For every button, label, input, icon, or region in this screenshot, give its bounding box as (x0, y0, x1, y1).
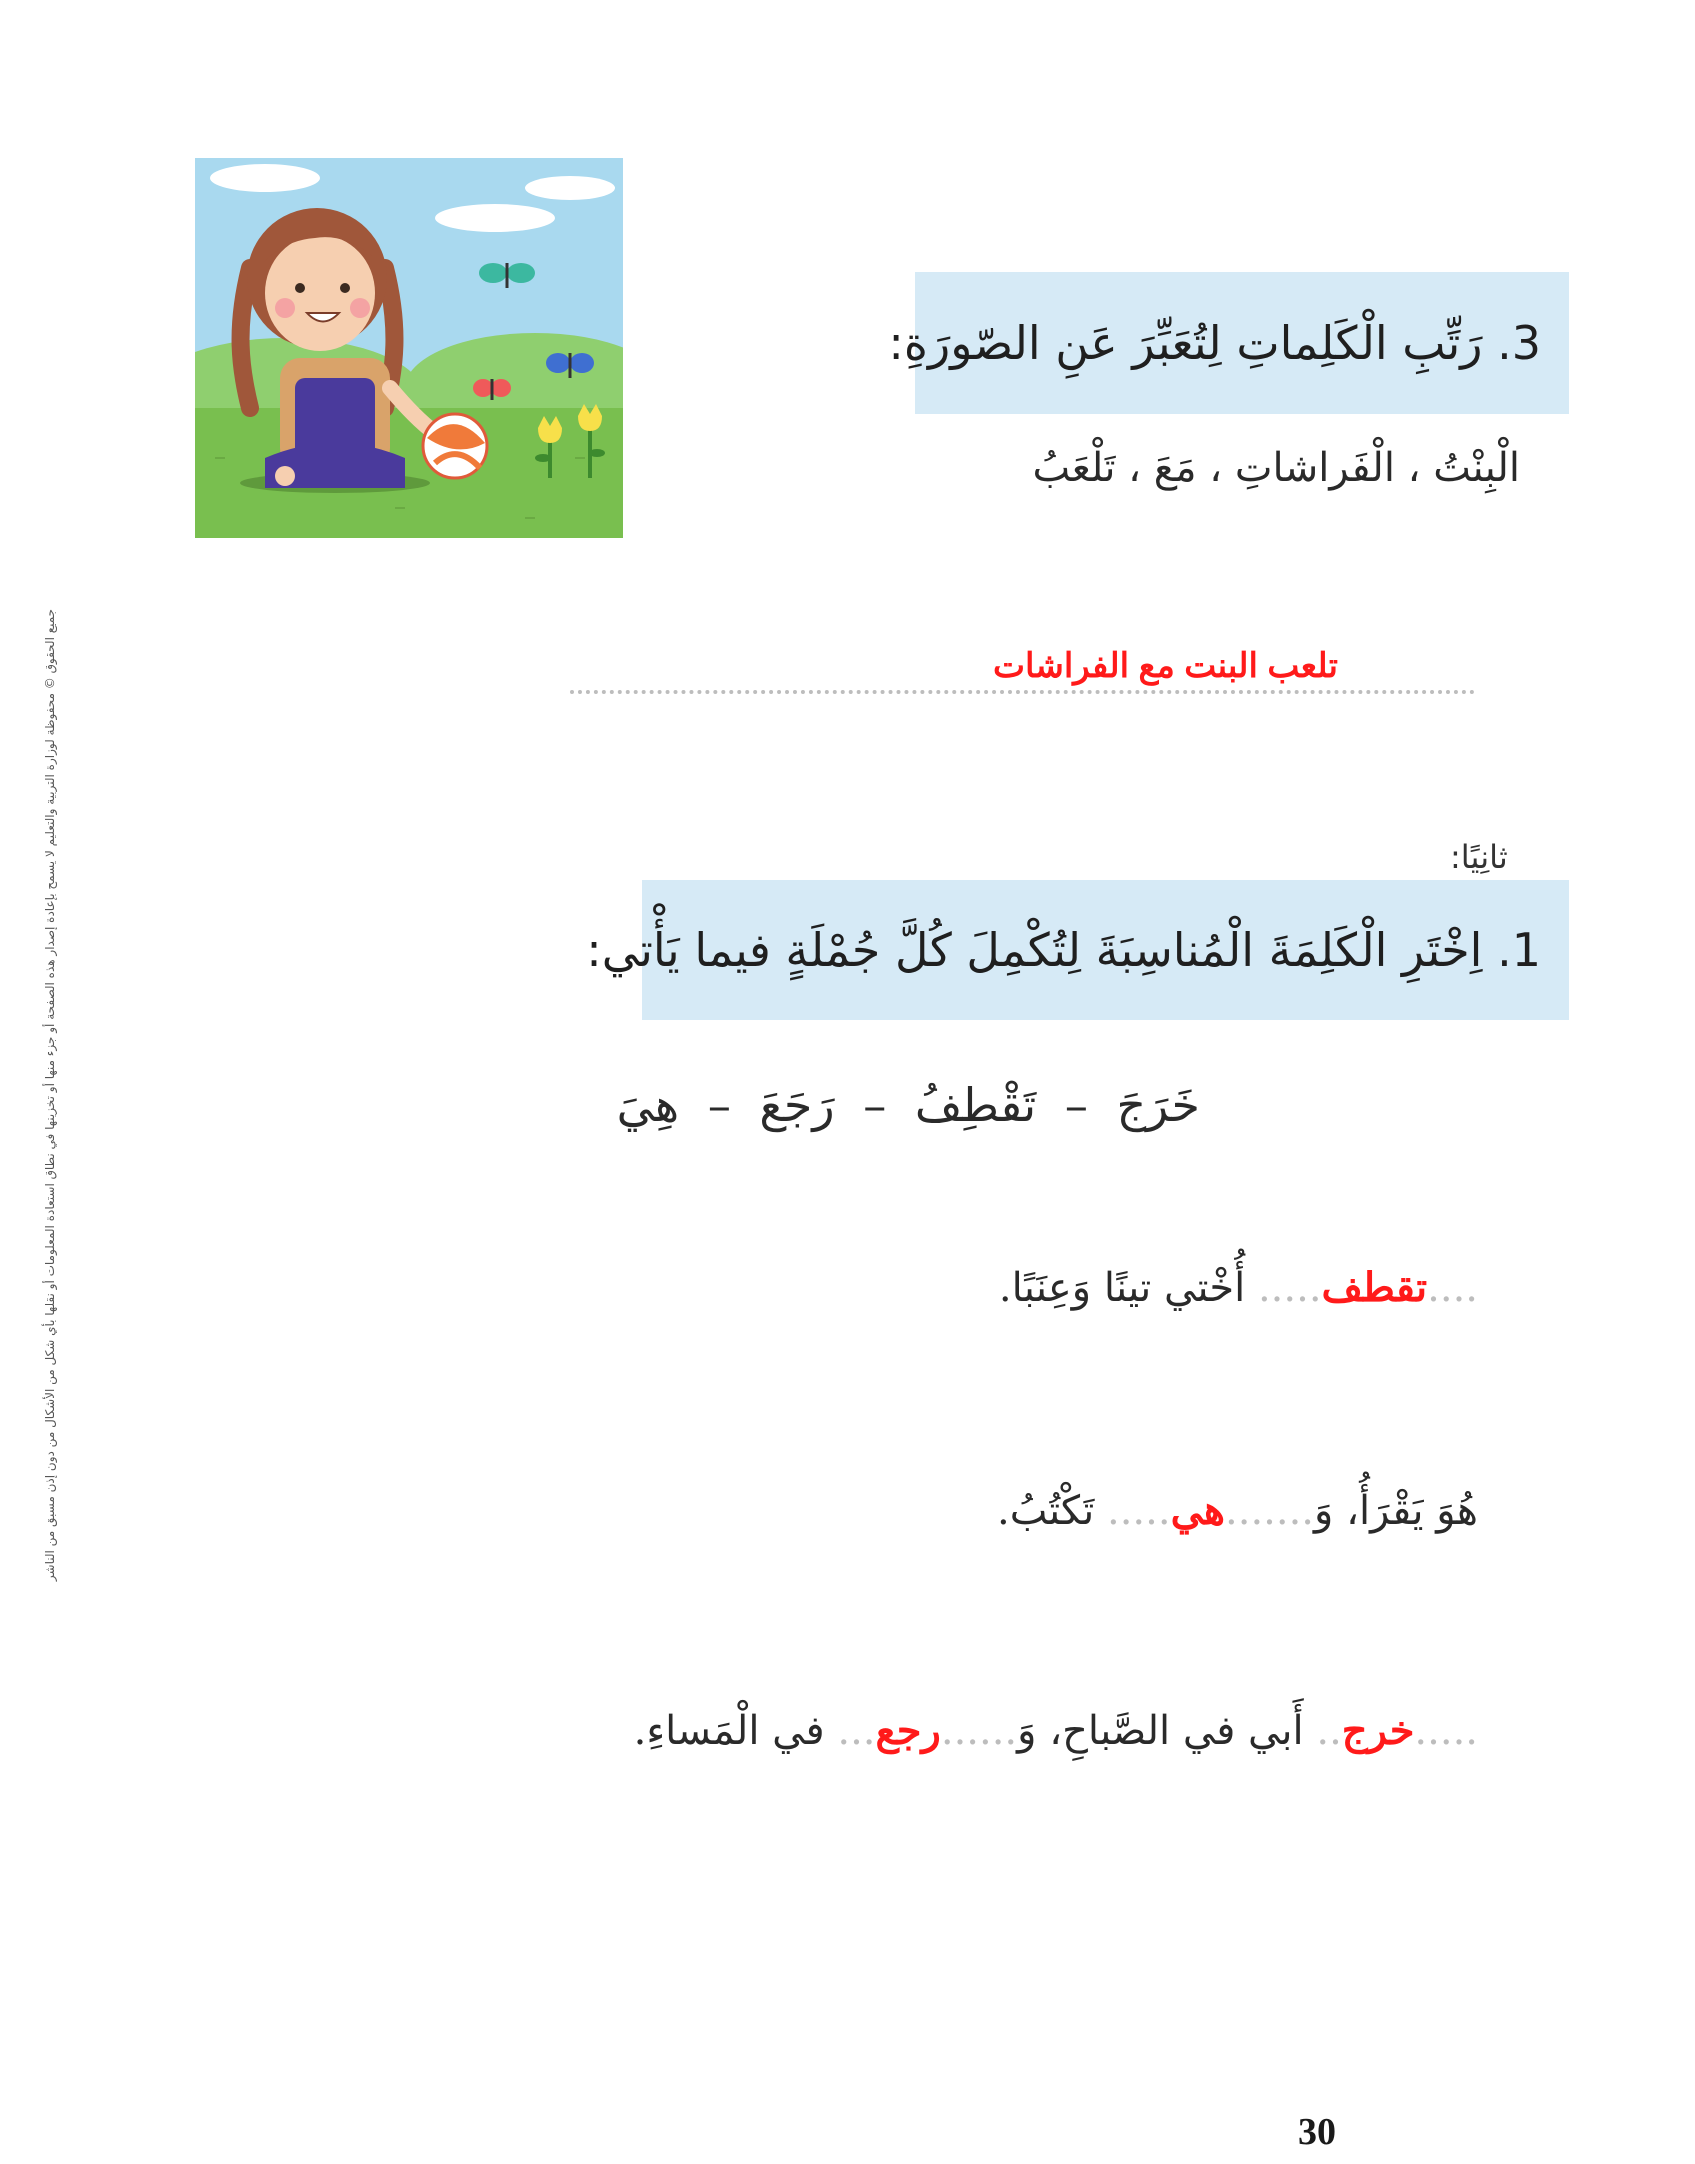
blank-dots: ... (837, 1708, 876, 1754)
sentence-3-answer-a: خرج (1341, 1709, 1415, 1753)
blank-dots: ..... (1414, 1708, 1478, 1754)
blank-dots: .. (1316, 1708, 1342, 1754)
word-choices: خَرَجَ – تَقْطِفُ – رَجَعَ – هِيَ (616, 1078, 1200, 1132)
sentence-2-pre: هُوَ يَقْرَأُ، وَ (1314, 1488, 1478, 1534)
girl-playing-illustration (195, 158, 623, 538)
blank-dots: ..... (1257, 1265, 1322, 1311)
sentence-3-text-b: في الْمَساءِ. (633, 1708, 825, 1754)
word-list: الْبِنْتُ ، الْفَراشاتِ ، مَعَ ، تَلْعَبُ (1032, 445, 1520, 491)
sentence-1-answer: تقطف (1321, 1266, 1428, 1310)
blank-dots: ..... (1107, 1488, 1171, 1534)
question-3-title: 3. رَتِّبِ الْكَلِماتِ لِتُعَبِّرَ عَنِ الصّورَةِ: (915, 272, 1569, 414)
sentence-3-text-a: أَبي في الصَّباحِ، وَ (1017, 1708, 1304, 1754)
sentence-3 (634, 1708, 1478, 1754)
blank-dots: ...... (940, 1708, 1018, 1754)
sentence-1 (999, 1265, 1478, 1311)
page-number: 30 (1298, 2111, 1336, 2153)
sentence-3-answer-b: رجع (875, 1709, 941, 1753)
sentence-2-text: تَكْتُبُ. (996, 1488, 1095, 1534)
answer-text: تلعب البنت مع الفراشات (985, 646, 1346, 686)
sentence-1-text: أُخْتي تينًا وَعِنَبًا. (998, 1265, 1246, 1311)
sentence-2-answer: هي (1170, 1489, 1226, 1533)
section-heading: ثانِيًا: (1450, 838, 1508, 876)
question-1-title: 1. اِخْتَرِ الْكَلِمَةَ الْمُناسِبَةَ لِتُكْمِلَ كُلَّ جُمْلَةٍ فيما يَأْتي: (642, 880, 1569, 1020)
blank-dots: .... (1427, 1265, 1478, 1311)
sentence-2 (997, 1488, 1478, 1534)
answer-line (570, 690, 1475, 694)
copyright-note: جميع الحقوق © محفوظة لوزارة التربية والتعليم لا يسمح بإعادة إصدار هذه الصفحة أو جزء منها أو تخزينها في نطاق استعادة المعلومات أو نقلها بأي شكل من الأشكال من دون إذن مسبق من الناشر (43, 608, 57, 1582)
blank-dots: ....... (1225, 1488, 1315, 1534)
